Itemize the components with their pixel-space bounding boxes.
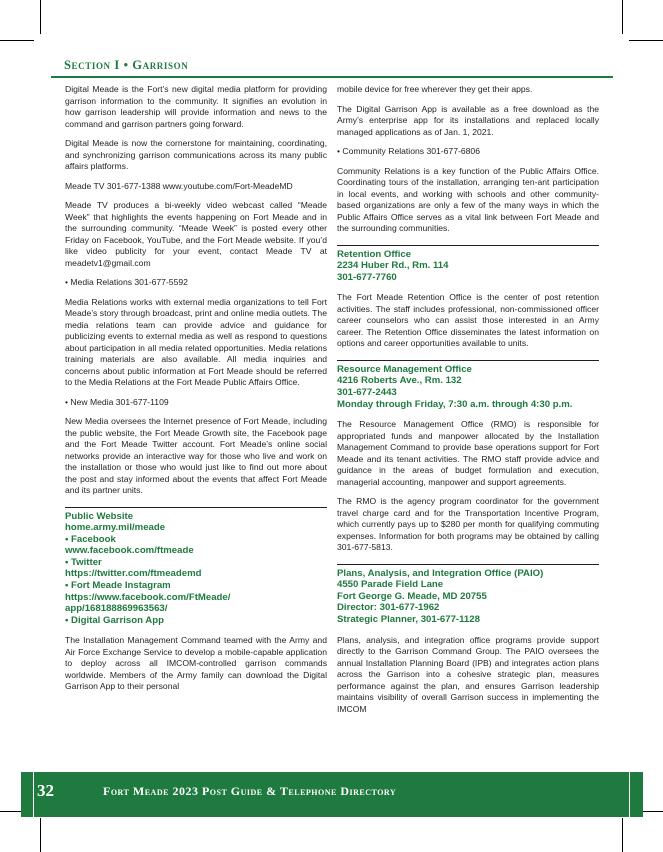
crop-mark [622, 0, 623, 34]
office-address: 2234 Huber Rd., Rm. 114 [337, 260, 449, 272]
paragraph: The Digital Garrison App is available as a free download as the Army’s enterprise app for its installations and replaced locally managed applications as of Jan. 1, 2021. [337, 103, 599, 137]
page-number: 32 [37, 781, 54, 800]
crop-mark [0, 40, 34, 41]
section-heading-rule [51, 76, 613, 78]
links-subheading: • Digital Garrison App [65, 614, 164, 626]
crop-mark [40, 0, 41, 34]
paragraph: The RMO is the agency program coordinator for the government travel charge card and for the Transportation Incentive Program, which currently pays up to $280 per month for qualifying commuting expenses. Information for both programs may be obtained by calling 301-677-5813. [337, 496, 599, 553]
links-subheading: • Facebook [65, 533, 116, 545]
twitter-link[interactable]: https://twitter.com/ftmeademd [65, 568, 202, 580]
office-name: Retention Office [337, 248, 412, 260]
office-hours: Monday through Friday, 7:30 a.m. through 4:30 p.m. [337, 398, 573, 410]
office-phone: 301-677-2443 [337, 386, 397, 398]
paragraph: New Media oversees the Internet presence of Fort Meade, including the public website, the Fort Meade Growth site, the Facebook page and the Fort Meade Twitter account. Fort Meade’s online social networks provide an interactive way for those who live and work on the installation or those who would just like to find out more about the post and stay informed about the events that affect Fort Meade and its partner units. [65, 416, 327, 495]
paragraph: mobile device for free wherever they get their apps. [337, 84, 533, 94]
paragraph: • Community Relations 301-677-6806 [337, 146, 480, 156]
office-name: Plans, Analysis, and Integration Office (PAIO) [337, 567, 544, 579]
section-heading: Section I • Garrison [64, 58, 189, 72]
links-subheading: • Twitter [65, 556, 102, 568]
paragraph: The Installation Management Command teamed with the Army and Air Force Exchange Service to develop a mobile-capable application to deploy across all IMCOM-controlled garrison commands worldwide. Members of the Army family can download the Digital Garrison App to their personal [65, 635, 327, 692]
crop-mark [629, 40, 663, 41]
links-box [65, 507, 327, 627]
office-address: 4550 Parade Field Lane [337, 579, 444, 591]
paragraph: Meade TV 301-677-1388 www.youtube.com/Fort-MeadeMD [65, 180, 293, 191]
footer-divider [33, 772, 34, 817]
office-address: 4216 Roberts Ave., Rm. 132 [337, 375, 462, 387]
paragraph: • Media Relations 301-677-5592 [65, 277, 188, 287]
resource-management-box [337, 360, 599, 410]
paragraph: Meade TV produces a bi-weekly video webcast called “Meade Week” that highlights the events happening on Fort Meade and in the surrounding community. “Meade Week” is posted every other Friday on Facebook, YouTube, and the Fort Meade website. If you’d like video publicity for your event, contact Meade TV at meadetv1@gmail.com [65, 200, 327, 268]
crop-mark [622, 818, 623, 852]
right-column [337, 84, 599, 723]
paragraph: The Resource Management Office (RMO) is responsible for appropriated funds and manpower allocated by the Installation Management Command to provide base operations support for Fort Meade and its tenant activities. The RMO staff provide advice and guidance in the areas of budget formulation and execution, managerial accounting, manpower and support agreements. [337, 419, 599, 487]
plans-office-box [337, 564, 599, 626]
office-phone: 301-677-7760 [337, 271, 397, 283]
paragraph: Plans, analysis, and integration office programs provide support directly to the Garrison Command Group. The PAIO oversees the annual Installation Planning Board (IPB) and integrates action plans across the Garrison into a cohesive strategic plan, measures performance against the plan, and ensures Garrison leadership maintains visibility of overall Garrison success in implementing the IMCOM [337, 634, 599, 714]
paragraph: Digital Meade is now the cornerstone for maintaining, coordinating, and synchronizing garrison communications across its many public affairs platforms. [65, 138, 327, 171]
paragraph: • New Media 301-677-1109 [65, 396, 169, 407]
footer-divider [629, 772, 630, 817]
instagram-link[interactable]: https://www.facebook.com/FtMeade/ [65, 591, 231, 603]
publication-title: Fort Meade 2023 Post Guide & Telephone Directory [103, 784, 397, 798]
paragraph: Community Relations is a key function of the Public Affairs Office. Coordinating tours of the installation, arranging ten-ant participation in local events, and working with schools and other community-based organizations are only a few of the many ways in which the Public Affairs Office serves as a vital link between Fort Meade and the surrounding communities. [337, 165, 599, 233]
office-phone: Director: 301-677-1962 [337, 602, 440, 614]
paragraph: Media Relations works with external media organizations to tell Fort Meade’s story through broadcast, print and online media outlets. The media relations team can provide advice and guidance for publicizing events to external media as well as respond to questions about participation in all media related opportunities. Media relations training materials are also available. All media inquiries and concerns about public information at Fort Meade should be referred to the Media Relations at the Fort Meade Public Affairs Office. [65, 296, 327, 387]
office-city: Fort George G. Meade, MD 20755 [337, 590, 487, 602]
page-footer [21, 772, 643, 817]
left-column [65, 84, 327, 701]
instagram-link[interactable]: app/168188869963563/ [65, 603, 168, 615]
retention-office-box [337, 245, 599, 284]
website-link[interactable]: home.army.mil/meade [65, 522, 166, 534]
office-name: Resource Management Office [337, 363, 472, 375]
links-subheading: • Fort Meade Instagram [65, 580, 171, 592]
office-phone: Strategic Planner, 301-677-1128 [337, 614, 480, 626]
links-heading: Public Website [65, 510, 134, 522]
paragraph: Digital Meade is the Fort’s new digital media platform for providing garrison information to the community. It signifies an evolution in how garrison leadership will provide information and news to the command and garrison partners going forward. [65, 84, 327, 129]
facebook-link[interactable]: www.facebook.com/ftmeade [65, 545, 194, 557]
crop-mark [40, 818, 41, 852]
paragraph: The Fort Meade Retention Office is the center of post retention activities. The staff includes professional, non-commissioned officer career counselors who can assist those interested in an Army career. The Retention Office disseminates the latest information on options and career opportunities available to units. [337, 292, 599, 349]
